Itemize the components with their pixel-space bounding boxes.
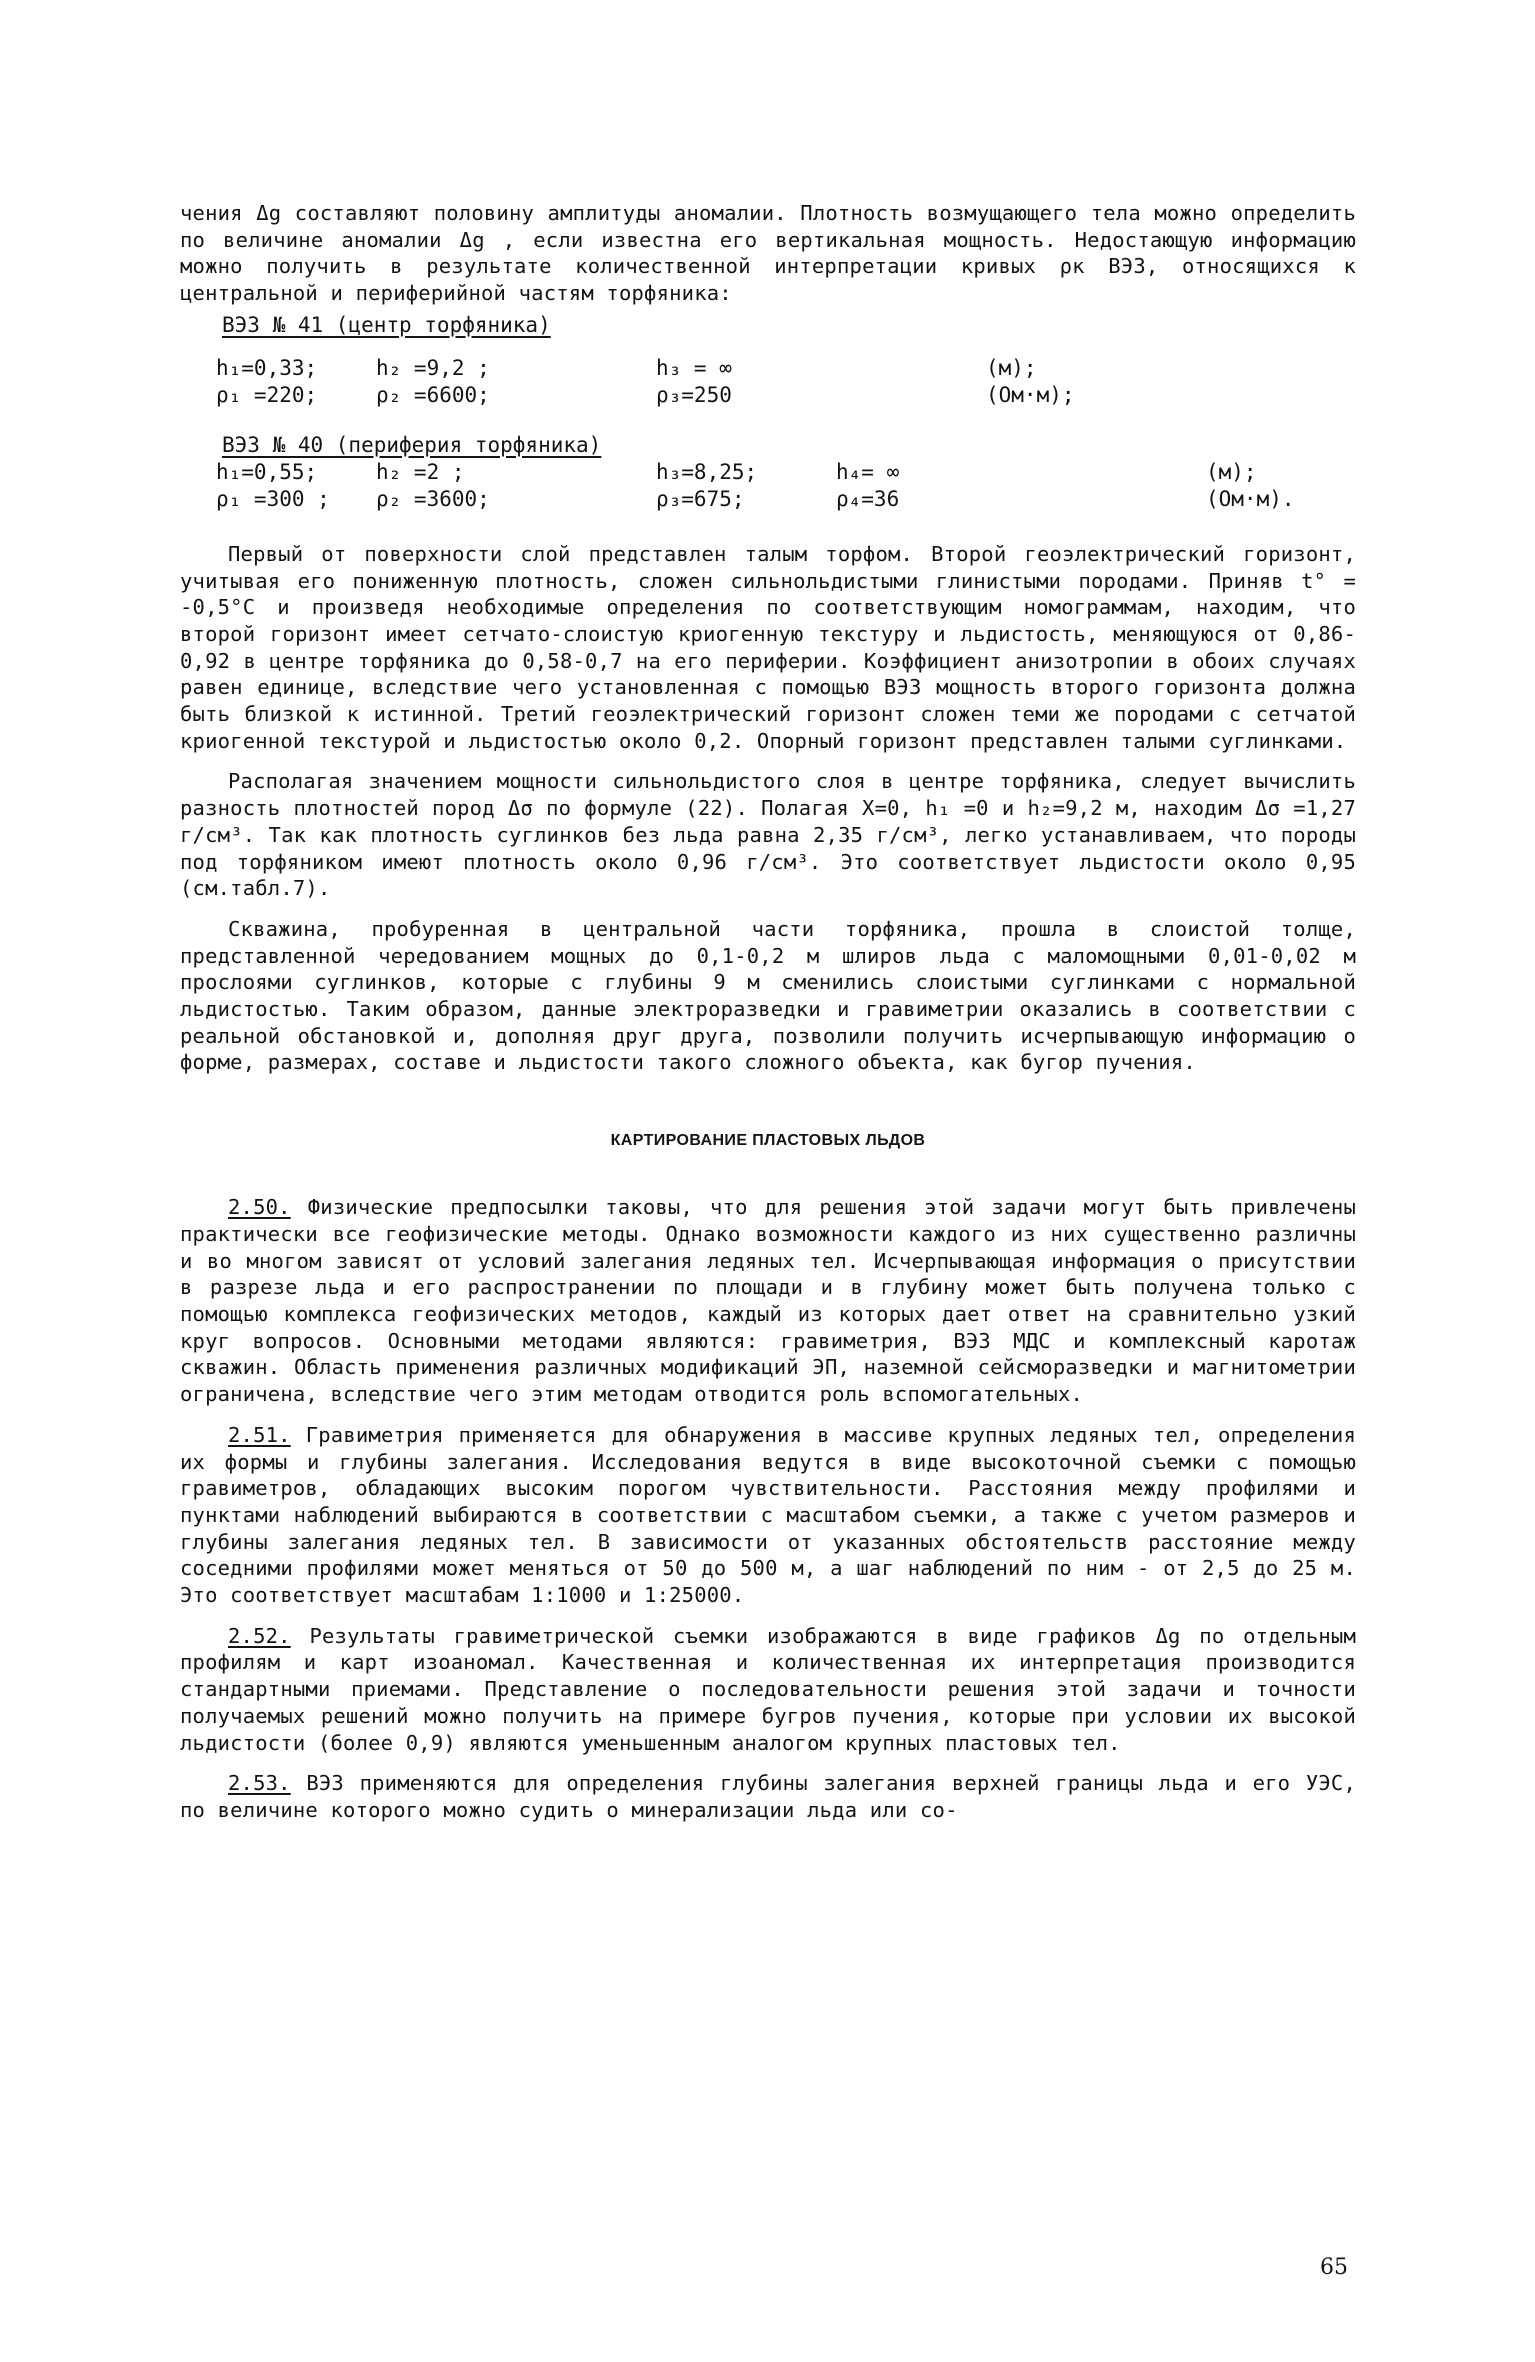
page-number: 65 — [1320, 2255, 1348, 2280]
text-column — [180, 200, 1356, 1824]
ves40-h1: h₁=0,55; — [216, 459, 318, 484]
ves40-rho2: ρ₂ =3600; — [376, 486, 490, 511]
paragraph-first-layer: Первый от поверхности слой представлен талым торфом. Второй геоэлектрический горизонт, учитывая его пониженную плотность, сложен сильнольдистыми глинистыми породами. Приняв t° = -0,5°С и произведя необходимые определения по соответствующим номограммам, находим, что второй горизонт имеет сетчато-слоистую криогенную текстуру и льдистость, меняющуюся от 0,86-0,92 в центре торфяника до 0,58-0,7 на его периферии. Коэффициент анизотропии в обоих случаях равен единице, вследствие чего установленная с помощью ВЭЗ мощность второго горизонта должна быть близкой к истинной. Третий геоэлектрический горизонт сложен теми же породами с сетчатой криогенной текстурой и льдистостью около 0,2. Опорный горизонт представлен талыми суглинками. — [180, 541, 1356, 753]
paragraph-text: ВЭЗ применяются для определения глубины залегания верхней границы льда и его УЭС, по величине которого можно судить о минерализации льда или со- — [180, 1771, 1357, 1822]
ves41-h2: h₂ =9,2 ; — [376, 355, 490, 380]
ves40-h3: h₃=8,25; — [656, 459, 758, 484]
ves41-rho3: ρ₃=250 — [656, 382, 732, 407]
ves41-unit-m: (м); — [986, 355, 1037, 380]
numbered-paragraph-2-51 — [180, 1422, 1356, 1609]
ves40-rho4: ρ₄=36 — [836, 486, 900, 511]
ves40-unit-ohm: (Ом·м). — [1206, 486, 1295, 511]
ves40-unit-m: (м); — [1206, 459, 1257, 484]
intro-paragraph: чения Δg составляют половину амплитуды аномалии. Плотность возмущающего тела можно определить по величине аномалии Δg , если известна его вертикальная мощность. Недостающую информацию можно получить в результате количественной интерпретации кривых ρк ВЭЗ, относящихся к центральной и периферийной частям торфяника: — [180, 201, 1356, 306]
ves41-thickness-row — [216, 355, 1356, 382]
ves41-h3: h₃ = ∞ — [656, 355, 732, 380]
paragraph-number: 2.51. — [228, 1422, 291, 1447]
paragraph-number: 2.52. — [228, 1623, 291, 1648]
paragraph-text: Физические предпосылки таковы, что для решения этой задачи могут быть привлечены практически все геофизические методы. Однако возможности каждого из них существенно различны и во многом зависят от условий залегания ледяных тел. Исчерпывающая информация о присутствии в разрезе льда и его распространении по площади и в глубину может быть получена только с помощью комплекса геофизических методов, каждый из которых дает ответ на сравнительно узкий круг вопросов. Основными методами являются: гравиметрия, ВЭЗ МДС и комплексный каротаж скважин. Область применения различных модификаций ЭП, наземной сейсморазведки и магнитометрии ограничена, вследствие чего этим методам отводится роль вспомогательных. — [180, 1195, 1356, 1407]
ves41-values — [216, 355, 1356, 409]
paragraph-text: Гравиметрия применяется для обнаружения в массиве крупных ледяных тел, определения их формы и глубины залегания. Исследования ведутся в виде высокоточной съемки с помощью гравиметров, обладающих высоким порогом чувствительности. Расстояния между профилями и пунктами наблюдений выбираются в соответствии с масштабом съемки, а также с учетом размеров и глубины залегания ледяных тел. В зависимости от указанных обстоятельств расстояние между соседними профилями может меняться от 50 до 500 м, а шаг наблюдений по ним - от 2,5 до 25 м. Это соответствует масштабам 1:1000 и 1:25000. — [180, 1422, 1357, 1608]
ves40-rho1: ρ₁ =300 ; — [216, 486, 330, 511]
numbered-paragraph-2-52 — [180, 1623, 1356, 1757]
ves41-h1: h₁=0,33; — [216, 355, 318, 380]
paragraph-number: 2.50. — [228, 1195, 291, 1220]
ves40-resistivity-row — [216, 486, 1356, 513]
ves41-rho2: ρ₂ =6600; — [376, 382, 490, 407]
paragraph-borehole: Скважина, пробуренная в центральной части торфяника, прошла в слоистой толще, представленной чередованием мощных до 0,1-0,2 м шлиров льда с маломощными 0,01-0,02 м прослоями суглинков, которые с глубины 9 м сменились слоистыми суглинками с нормальной льдистостью. Таким образом, данные электроразведки и гравиметрии оказались в соответствии с реальной обстановкой и, дополняя друг друга, позволили получить исчерпывающую информацию о форме, размерах, составе и льдистости такого сложного объекта, как бугор пучения. — [180, 916, 1356, 1075]
paragraph-number: 2.53. — [228, 1771, 291, 1796]
numbered-paragraph-2-50 — [180, 1194, 1356, 1408]
ves40-title: ВЭЗ № 40 (периферия торфяника) — [222, 432, 602, 457]
paragraph-density: Располагая значением мощности сильнольдистого слоя в центре торфяника, следует вычислить разность плотностей пород Δσ по формуле (22). Полагая X=0, h₁ =0 и h₂=9,2 м, находим Δσ =1,27 г/см³. Так как плотность суглинков без льда равна 2,35 г/см³, легко устанавливаем, что породы под торфяником имеют плотность около 0,96 г/см³. Это соответствует льдистости около 0,95 (см.табл.7). — [180, 769, 1356, 901]
section-heading: КАРТИРОВАНИЕ ПЛАСТОВЫХ ЛЬДОВ — [610, 1132, 926, 1150]
numbered-paragraph-2-53 — [180, 1770, 1356, 1823]
ves40-rho3: ρ₃=675; — [656, 486, 745, 511]
ves40-values — [216, 459, 1356, 513]
ves40-h2: h₂ =2 ; — [376, 459, 465, 484]
ves41-rho1: ρ₁ =220; — [216, 382, 318, 407]
ves41-title: ВЭЗ № 41 (центр торфяника) — [222, 312, 551, 337]
ves41-unit-ohm: (Ом·м); — [986, 382, 1075, 407]
ves40-h4: h₄= ∞ — [836, 459, 900, 484]
ves41-resistivity-row — [216, 382, 1356, 409]
paragraph-text: Результаты гравиметрической съемки изображаются в виде графиков Δg по отдельным профилям и карт изоаномал. Качественная и количественная их интерпретация производится стандартными приемами. Представление о последовательности решения этой задачи и точности получаемых решений можно получить на примере бугров пучения, которые при условии их высокой льдистости (более 0,9) являются уменьшенным аналогом крупных пластовых тел. — [180, 1623, 1356, 1755]
ves40-thickness-row — [216, 459, 1356, 486]
